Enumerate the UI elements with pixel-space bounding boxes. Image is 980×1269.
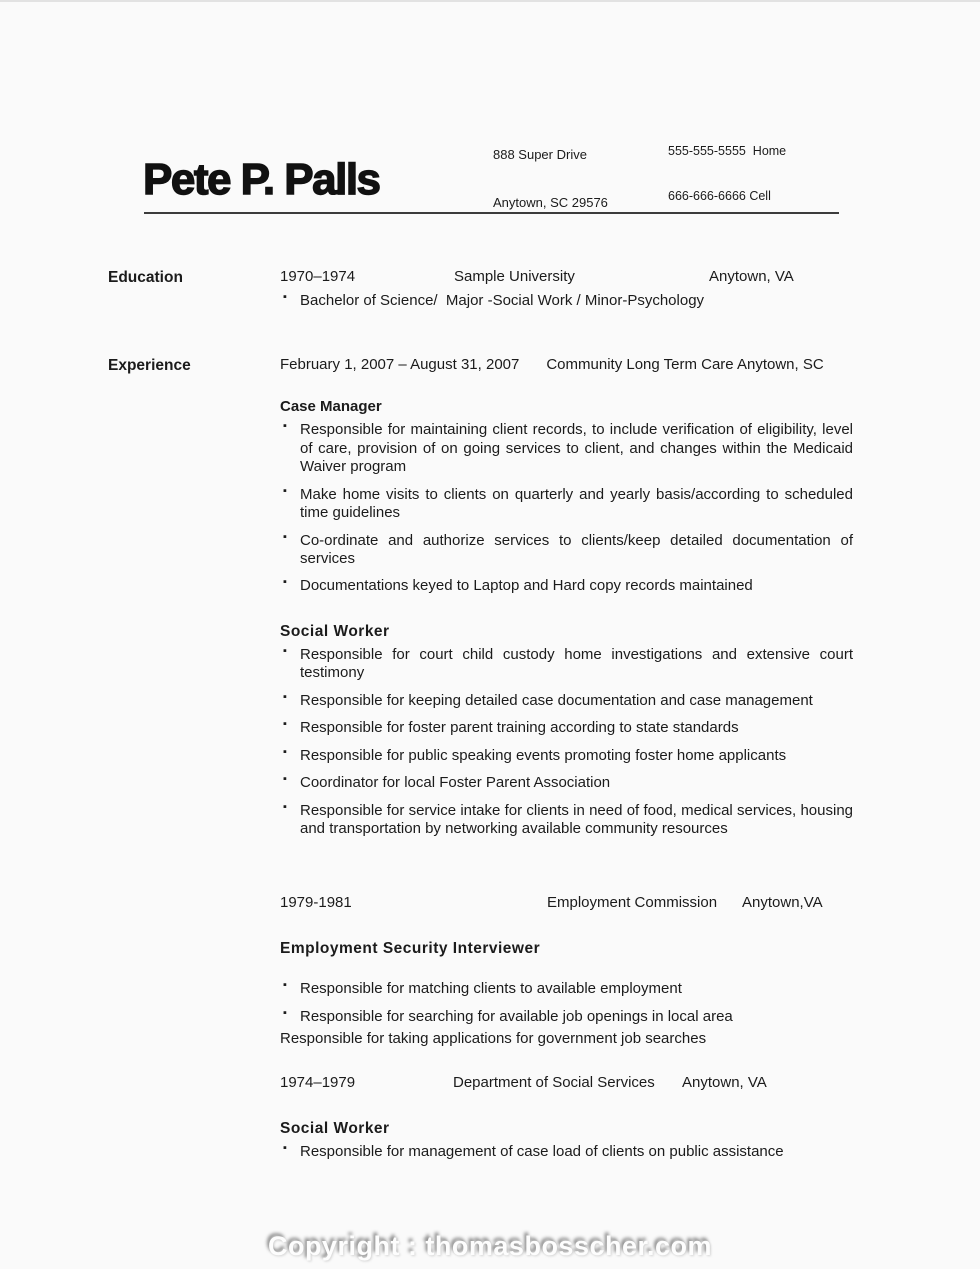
job2-role-title: Employment Security Interviewer [280, 940, 541, 958]
resume-body [108, 268, 854, 1161]
bullet-item: ▪ Make home visits to clients on quarterly and yearly basis/according to scheduled time guidelines [280, 486, 853, 523]
address-line2: Anytown, SC 29576 [493, 195, 608, 210]
phone-cell: 666-666-6666 Cell [668, 189, 771, 203]
education-degree: ▪ Bachelor of Science/ Major -Social Work / Minor-Psychology [280, 292, 853, 310]
education-label: Education [108, 269, 183, 286]
education-section [108, 268, 854, 310]
bullet-item: ▪ Responsible for keeping detailed case documentation and case management [280, 692, 853, 710]
education-bullets [280, 292, 853, 310]
job2-meta-row [280, 894, 853, 913]
education-content [280, 268, 853, 310]
job3-bullets [280, 1143, 853, 1161]
bullet-item: ▪ Responsible for management of case load of clients on public assistance [280, 1143, 853, 1161]
bullet-item: ▪ Documentations keyed to Laptop and Hard copy records maintained [280, 577, 853, 595]
job2-org: Employment Commission [547, 894, 718, 912]
bullet-item: ▪ Responsible for public speaking events promoting foster home applicants [280, 747, 853, 765]
person-name: Pete P. Palls [143, 155, 380, 204]
bullet-item: ▪ Co-ordinate and authorize services to clients/keep detailed documentation of services [280, 532, 853, 569]
copyright-watermark: Copyright : thomasbosscher.com [267, 1231, 713, 1261]
phone-home: 555-555-5555 Home [668, 144, 787, 158]
job2-plain-line: Responsible for taking applications for government job searches [280, 1030, 707, 1048]
contact-address [493, 115, 608, 243]
job3-dates: 1974–1979 [280, 1073, 356, 1091]
job1-role2-title: Social Worker [280, 622, 390, 640]
job1-dates: February 1, 2007 – August 31, 2007 [280, 356, 520, 374]
bullet-item: ▪ Responsible for foster parent training according to state standards [280, 719, 853, 737]
header-divider [144, 212, 839, 214]
bullet-item: ▪ Responsible for matching clients to available employment [280, 980, 853, 998]
job1-org: Community Long Term Care Anytown, SC [546, 356, 824, 374]
job2-bullets [280, 980, 853, 1026]
job1-role1-title: Case Manager [280, 397, 382, 415]
bullet-item: ▪ Coordinator for local Foster Parent Association [280, 774, 853, 792]
education-location: Anytown, VA [709, 268, 794, 285]
experience-content [280, 356, 853, 1161]
education-school: Sample University [454, 268, 575, 285]
job1-role1-bullets [280, 421, 853, 596]
bullet-item: ▪ Responsible for searching for available job openings in local area [280, 1008, 853, 1026]
job3-role-title: Social Worker [280, 1119, 390, 1137]
job2-location: Anytown,VA [742, 894, 823, 912]
bullet-item: ▪ Responsible for court child custody home investigations and extensive court testimony [280, 646, 853, 683]
experience-section [108, 356, 854, 1161]
experience-label: Experience [108, 357, 191, 375]
address-line1: 888 Super Drive [493, 147, 587, 162]
job2-dates: 1979-1981 [280, 894, 352, 912]
job3-org: Department of Social Services [453, 1073, 655, 1091]
education-dates: 1970–1974 [280, 268, 356, 285]
bullet-item: ▪ Responsible for service intake for clients in need of food, medical services, housing and transportation by networking available community resources [280, 802, 853, 839]
contact-phones [668, 114, 786, 234]
job1-role2-bullets [280, 646, 853, 839]
job3-meta-row [280, 1074, 853, 1093]
education-meta-row [280, 268, 853, 287]
bullet-item: ▪ Responsible for maintaining client records, to include verification of eligibility, level of care, provision of on going services to client, and changes within the Medicaid Waiver program [280, 421, 853, 476]
job3-location: Anytown, VA [682, 1073, 767, 1091]
job1-header [280, 356, 852, 374]
